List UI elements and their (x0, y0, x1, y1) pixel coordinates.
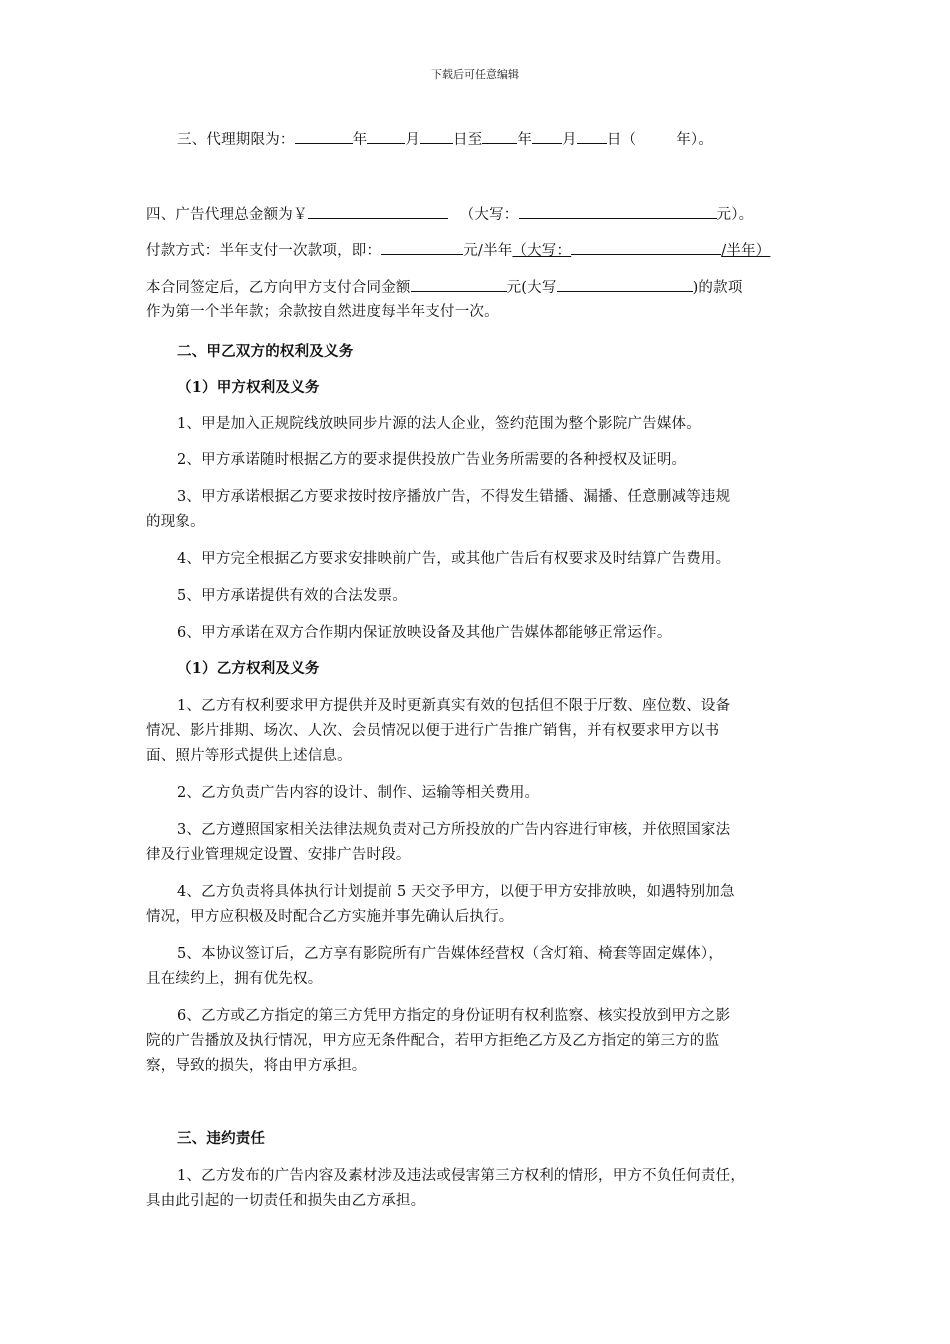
party-b-item-4: 4、乙方负责将具体执行计划提前 5 天交予甲方，以便于甲方安排放映，如遇特别加急 (177, 884, 735, 900)
party-a-title: （1）甲方权利及义务 (177, 379, 320, 396)
liability-item-1-cont: 具由此引起的一切责任和损失由乙方承担。 (146, 1193, 426, 1209)
party-a-item-2: 2、甲方承诺随时根据乙方的要求提供投放广告业务所需要的各种授权及证明。 (177, 452, 687, 468)
party-b-item-6-cont: 院的广告播放及执行情况，甲方应无条件配合，若甲方拒绝乙方及乙方指定的第三方的监 (146, 1033, 720, 1049)
party-b-item-2: 2、乙方负责广告内容的设计、制作、运输等相关费用。 (177, 785, 540, 801)
liability-item-1: 1、乙方发布的广告内容及素材涉及违法或侵害第三方权利的情形，甲方不负任何责任， (177, 1168, 746, 1184)
party-b-title: （1）乙方权利及义务 (177, 660, 320, 677)
party-b-item-1-cont2: 面、照片等形式提供上述信息。 (146, 748, 352, 764)
agency-term-line: 三、代理期限为： 年 月 日至 年 月 日（ 年）。 (177, 128, 713, 149)
party-a-item-6: 6、甲方承诺在双方合作期内保证放映设备及其他广告媒体都能够正常运作。 (177, 625, 672, 641)
party-a-item-3: 3、甲方承诺根据乙方要求按时按序播放广告，不得发生错播、漏播、任意删减等违规 (177, 489, 731, 505)
party-a-item-4: 4、甲方完全根据乙方要求安排映前广告，或其他广告后有权要求及时结算广告费用。 (177, 551, 731, 567)
payment-method-line: 付款方式：半年支付一次款项，即： 元/半年（大写： /半年） (146, 239, 770, 260)
first-payment-line-cont: 作为第一个半年款；余款按自然进度每半年支付一次。 (146, 304, 499, 320)
party-b-item-4-cont: 情况，甲方应积极及时配合乙方实施并事先确认后执行。 (146, 909, 514, 925)
party-b-item-3-cont: 律及行业管理规定设置、安排广告时段。 (146, 847, 411, 863)
party-a-item-3-cont: 的现象。 (146, 514, 205, 530)
section-rights-title: 二、甲乙双方的权利及义务 (177, 343, 354, 360)
party-b-item-3: 3、乙方遵照国家相关法律法规负责对己方所投放的广告内容进行审核，并依照国家法 (177, 822, 731, 838)
party-b-item-5: 5、本协议签订后，乙方享有影院所有广告媒体经营权（含灯箱、椅套等固定媒体）， (177, 946, 724, 962)
party-a-item-5: 5、甲方承诺提供有效的合法发票。 (177, 588, 407, 604)
party-a-item-1: 1、甲是加入正规院线放映同步片源的法人企业，签约范围为整个影院广告媒体。 (177, 416, 701, 432)
party-b-item-5-cont: 且在续约上，拥有优先权。 (146, 971, 323, 987)
party-b-item-1: 1、乙方有权利要求甲方提供并及时更新真实有效的包括但不限于厅数、座位数、设备 (177, 698, 731, 714)
section-liability-title: 三、违约责任 (177, 1130, 266, 1147)
first-payment-line: 本合同签定后，乙方向甲方支付合同金额 元(大写 )的款项 (146, 276, 743, 297)
party-b-item-6: 6、乙方或乙方指定的第三方凭甲方指定的身份证明有权利监察、核实投放到甲方之影 (177, 1008, 731, 1024)
page-header: 下载后可任意编辑 (431, 68, 519, 81)
party-b-item-6-cont2: 察，导致的损失，将由甲方承担。 (146, 1058, 367, 1074)
total-amount-line: 四、广告代理总金额为￥ （大写： 元）。 (146, 203, 753, 224)
party-b-item-1-cont: 情况、影片排期、场次、人次、会员情况以便于进行广告推广销售，并有权要求甲方以书 (146, 723, 720, 739)
